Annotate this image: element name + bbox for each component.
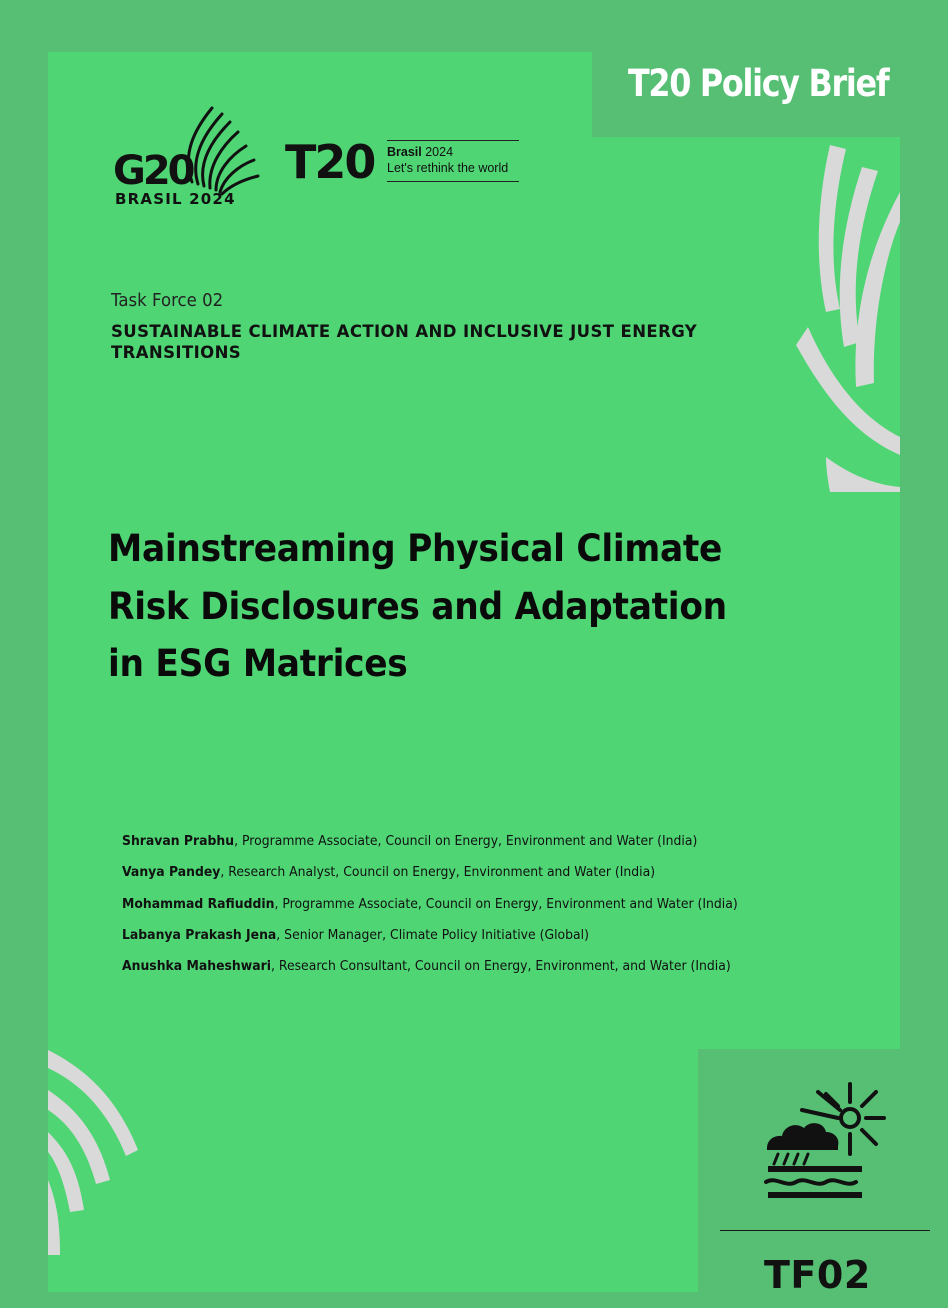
task-force-label: Task Force 02 [111, 290, 224, 311]
policy-brief-label: T20 Policy Brief [628, 62, 889, 105]
task-force-title: SUSTAINABLE CLIMATE ACTION AND INCLUSIVE JUST ENERGY TRANSITIONS [111, 322, 698, 362]
t20-rule-top [387, 140, 519, 141]
author-list [122, 826, 842, 982]
g20-logo-subtitle: BRASIL 2024 [115, 190, 236, 208]
corner-divider [720, 1230, 930, 1231]
t20-tagline-text: Let's rethink the world [387, 161, 509, 175]
brief-title: Mainstreaming Physical Climate Risk Disclosures and Adaptation in ESG Matrices [108, 527, 727, 685]
author-entry: Shravan Prabhu, Programme Associate, Council on Energy, Environment and Water (India) [122, 833, 698, 849]
task-force-code: TF02 [764, 1253, 871, 1297]
t20-logo-text: T20 [285, 135, 375, 189]
t20-rule-bottom [387, 181, 519, 182]
author-entry: Labanya Prakash Jena, Senior Manager, Climate Policy Initiative (Global) [122, 926, 589, 943]
author-entry: Anushka Maheshwari, Research Consultant, Council on Energy, Environment, and Water (India) [122, 958, 731, 975]
decorative-stripes-left [48, 1040, 148, 1292]
t20-logo-tagline [387, 140, 519, 182]
decorative-stripes-right [790, 137, 900, 492]
t20-year: 2024 [425, 145, 454, 159]
g20-logo-text: G20 [113, 148, 193, 194]
author-entry: Mohammad Rafiuddin, Programme Associate, Council on Energy, Environment and Water (India) [122, 895, 738, 912]
t20-brasil: Brasil [387, 145, 422, 159]
climate-energy-icon [762, 1080, 887, 1205]
author-entry: Vanya Pandey, Research Analyst, Council on Energy, Environment and Water (India) [122, 864, 656, 881]
